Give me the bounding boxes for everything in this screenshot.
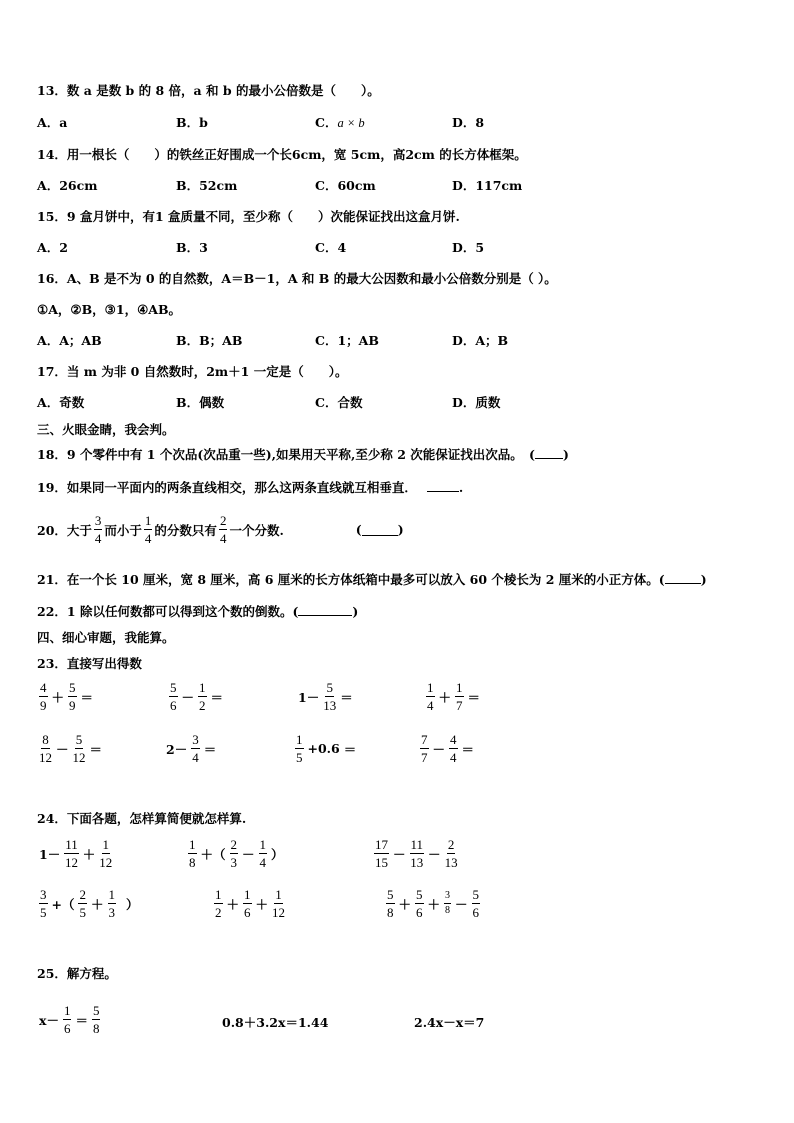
q23-title: 23．直接写出得数 [37, 656, 142, 671]
q15-option-c[interactable]: C．4 [315, 240, 347, 255]
q13-option-c[interactable] [315, 115, 365, 131]
q22-answer-blank[interactable] [298, 615, 352, 616]
q15-option-b[interactable]: B．3 [176, 240, 208, 255]
q16-option-a[interactable]: A．A；AB [37, 333, 102, 348]
q18-text: 18．9 个零件中有 1 个次品(次品重一些),如果用天平称,至少称 2 次能保证找出次品。 ( [37, 447, 535, 462]
fraction: $\frac{1}{3}$ [108, 887, 115, 920]
q23-item-h: $\frac{7}{7}$ － $\frac{4}{4}$ ＝ [421, 732, 475, 765]
q19-text: 19．如果同一平面内的两条直线相交，那么这两条直线就互相垂直． [37, 480, 417, 495]
q13-option-c-math: a × b [337, 116, 365, 130]
q18-close: ) [562, 447, 569, 462]
q18 [37, 447, 569, 463]
q20-answer-blank[interactable] [362, 523, 398, 536]
q25-equation-b: 0.8＋3.2x＝1.44 [222, 1015, 329, 1030]
q19-close: . [458, 480, 464, 495]
q19 [37, 480, 463, 496]
q16-option-c[interactable]: C．1；AB [315, 333, 379, 348]
q16-choices: ①A，②B，③1，④AB。 [37, 302, 182, 317]
q14-stem: 14．用一根长（ ）的铁丝正好围成一个长6cm，宽 5cm，高2cm 的长方体框架。 [37, 147, 527, 162]
q22-close: ) [352, 604, 359, 619]
fraction: $\frac{2}{3}$ [230, 837, 238, 870]
q14-option-d[interactable]: D．117cm [452, 178, 523, 193]
fraction: $\frac{1}{6}$ [63, 1003, 71, 1036]
q24-item-f: $\frac{5}{8}$ ＋ $\frac{5}{6}$ ＋ $\frac{3}{8}$ － $\frac{5}{6}$ [387, 887, 480, 920]
fraction: $\frac{1}{4}$ [259, 837, 267, 870]
q17-option-c[interactable]: C．合数 [315, 395, 363, 410]
fraction: $\frac{2}{5}$ [79, 887, 86, 920]
fraction: $\frac{1}{12}$ [272, 887, 286, 920]
q20-part3: 的分数只有 [154, 522, 217, 538]
q21-text: 21．在一个长 10 厘米，宽 8 厘米，高 6 厘米的长方体纸箱中最多可以放入 60 个棱长为 2 厘米的小正方体。( [37, 572, 665, 587]
fraction: $\frac{5}{8}$ [387, 887, 394, 920]
fraction: $\frac{11}{13}$ [410, 837, 424, 870]
q20-paren-open: ( [355, 522, 362, 537]
q21 [37, 572, 707, 588]
q24-item-b: $\frac{1}{8}$ ＋（ $\frac{2}{3}$ － $\frac{1}{4}$ ） [189, 837, 284, 870]
q13-option-d[interactable]: D．8 [452, 115, 485, 130]
fraction: $\frac{1}{2}$ [199, 680, 206, 713]
fraction: $\frac{5}{13}$ [323, 680, 337, 713]
q15-option-a[interactable]: A．2 [37, 240, 68, 255]
fraction: $\frac{1}{8}$ [189, 837, 196, 870]
q14-option-b[interactable]: B．52cm [176, 178, 238, 193]
fraction: $\frac{4}{4}$ [450, 732, 457, 765]
q13-option-a[interactable]: A．a [37, 115, 68, 130]
q24-title: 24．下面各题，怎样算简便就怎样算. [37, 811, 247, 826]
fraction: $\frac{17}{15}$ [375, 837, 388, 870]
q16-stem: 16．A、B 是不为 0 的自然数，A＝B－1，A 和 B 的最大公因数和最小公倍数分别是（ ）。 [37, 271, 557, 286]
q25-equation-c: 2.4x－x＝7 [414, 1015, 485, 1030]
q14-option-c[interactable]: C．60cm [315, 178, 376, 193]
fraction: $\frac{2}{13}$ [444, 837, 458, 870]
q18-answer-blank[interactable] [535, 458, 563, 459]
fraction: $\frac{5}{12}$ [72, 732, 86, 765]
q17-option-d[interactable]: D．质数 [452, 395, 501, 410]
section-4-heading: 四、细心审题，我能算。 [37, 630, 175, 645]
q13-stem: 13．数 a 是数 b 的 8 倍，a 和 b 的最小公倍数是（ ）。 [37, 83, 380, 98]
q21-answer-blank[interactable] [665, 583, 701, 584]
q20-fraction-1: $\frac{3}{4}$ [94, 513, 102, 546]
fraction: $\frac{1}{7}$ [456, 680, 463, 713]
fraction: $\frac{8}{12}$ [39, 732, 52, 765]
q24-item-e: $\frac{1}{2}$ ＋ $\frac{1}{6}$ ＋ $\frac{1}{12}$ [215, 887, 286, 920]
q14-option-a[interactable]: A．26cm [37, 178, 98, 193]
section-3-heading: 三、火眼金睛，我会判。 [37, 422, 175, 437]
q20-paren-close: ) [397, 522, 404, 537]
q17-option-b[interactable]: B．偶数 [176, 395, 225, 410]
fraction: $\frac{5}{6}$ [170, 680, 177, 713]
q24-item-c: $\frac{17}{15}$ － $\frac{11}{13}$ － $\frac{2}{13}$ [375, 837, 458, 870]
q20-fraction-2: $\frac{1}{4}$ [144, 513, 152, 546]
q23-item-a: $\frac{4}{9}$ ＋ $\frac{5}{9}$ ＝ [40, 680, 94, 713]
q23-item-f: 2－ $\frac{3}{4}$ ＝ [166, 732, 217, 765]
q20-part2: 而小于 [104, 522, 142, 538]
q20 [37, 514, 404, 545]
q16-option-d[interactable]: D．A；B [452, 333, 509, 348]
fraction: $\frac{1}{4}$ [427, 680, 434, 713]
fraction: $\frac{1}{2}$ [215, 887, 222, 920]
fraction: $\frac{5}{9}$ [69, 680, 76, 713]
q22 [37, 604, 358, 620]
q15-option-d[interactable]: D．5 [452, 240, 485, 255]
q21-close: ) [700, 572, 707, 587]
q20-fraction-3: $\frac{2}{4}$ [219, 513, 227, 546]
q16-option-b[interactable]: B．B；AB [176, 333, 243, 348]
q20-part1: 20．大于 [37, 522, 92, 538]
fraction: $\frac{1}{6}$ [244, 887, 251, 920]
q17-stem: 17．当 m 为非 0 自然数时，2m＋1 一定是（ ）。 [37, 364, 348, 379]
fraction: $\frac{5}{8}$ [92, 1003, 100, 1036]
q23-item-b: $\frac{5}{6}$ － $\frac{1}{2}$ ＝ [170, 680, 224, 713]
fraction: $\frac{5}{6}$ [472, 887, 480, 920]
q24-item-a: 1－ $\frac{11}{12}$ ＋ $\frac{1}{12}$ [39, 837, 113, 870]
q23-item-e: $\frac{8}{12}$ － $\frac{5}{12}$ ＝ [39, 732, 103, 765]
q17-option-a[interactable]: A．奇数 [37, 395, 85, 410]
q19-answer-blank[interactable] [427, 491, 459, 492]
fraction: $\frac{4}{9}$ [40, 680, 47, 713]
q23-item-d: $\frac{1}{4}$ ＋ $\frac{1}{7}$ ＝ [427, 680, 481, 713]
fraction: $\frac{7}{7}$ [421, 732, 428, 765]
q13-option-c-label: C． [315, 115, 338, 130]
fraction: $\frac{1}{12}$ [99, 837, 113, 870]
fraction: $\frac{1}{5}$ [296, 732, 303, 765]
fraction: $\frac{3}{5}$ [40, 887, 47, 920]
q24-item-d: $\frac{3}{5}$ +（ $\frac{2}{5}$ ＋ $\frac{1}{3}$ ） [40, 887, 139, 920]
q13-option-b[interactable]: B．b [176, 115, 208, 130]
fraction: $\frac{11}{12}$ [64, 837, 78, 870]
q15-stem: 15．9 盒月饼中，有1 盒质量不同，至少称（ ）次能保证找出这盒月饼. [37, 209, 460, 224]
q23-item-c: 1－ $\frac{5}{13}$ ＝ [298, 680, 353, 713]
fraction: $\frac{5}{6}$ [416, 887, 423, 920]
fraction: $\frac{3}{4}$ [192, 732, 199, 765]
q22-text: 22．1 除以任何数都可以得到这个数的倒数。( [37, 604, 299, 619]
q23-item-g: $\frac{1}{5}$ +0.6 ＝ [296, 732, 357, 765]
q20-part4: 一个分数. [229, 522, 284, 538]
q25-title: 25．解方程。 [37, 966, 117, 981]
q25-equation-a: x－ $\frac{1}{6}$ ＝ $\frac{5}{8}$ [39, 1003, 100, 1036]
fraction: $\frac{3}{8}$ [445, 890, 451, 916]
